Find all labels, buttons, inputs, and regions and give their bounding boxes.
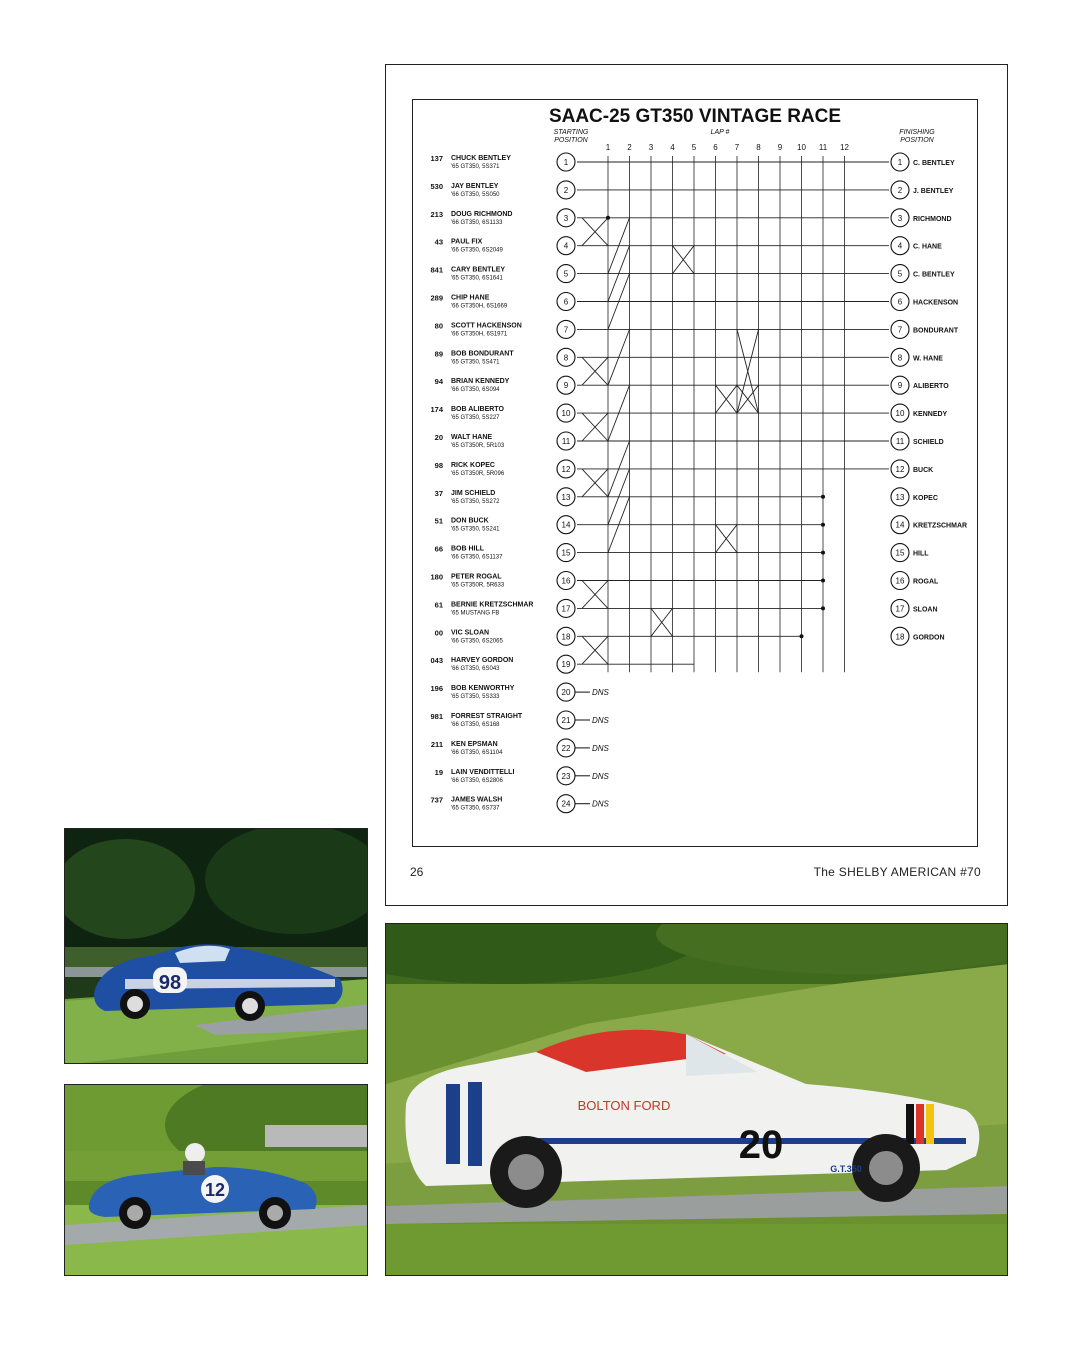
car-number: 94	[434, 377, 443, 387]
retired-marker	[821, 495, 825, 499]
starting-position-number: 1	[563, 158, 569, 167]
starting-position-number: 18	[561, 632, 571, 642]
driver-name: BOB BONDURANT	[451, 350, 514, 358]
starting-position	[557, 655, 575, 673]
car-number: 00	[434, 628, 443, 638]
starting-position	[557, 572, 575, 590]
car-number: 89	[434, 349, 443, 359]
driver-entry	[430, 684, 514, 700]
finisher-name: ALIBERTO	[913, 383, 949, 391]
finisher-name: GORDON	[913, 634, 945, 642]
starting-position	[557, 404, 575, 422]
starting-position	[557, 265, 575, 283]
finishing-position	[891, 516, 967, 534]
driver-name: WALT HANE	[451, 434, 493, 441]
starting-position	[557, 376, 575, 394]
starting-position	[557, 293, 575, 311]
starting-position-number: 16	[561, 576, 571, 586]
finishing-position	[891, 237, 942, 255]
starting-position-number: 20	[561, 688, 571, 698]
starting-position-number: 13	[561, 492, 571, 502]
driver-name: DON BUCK	[451, 517, 489, 525]
finisher-name: KOPEC	[913, 494, 938, 502]
finisher-name: J. BENTLEY	[913, 187, 954, 195]
car-number: 66	[434, 544, 443, 554]
finishing-position-number: 4	[897, 241, 903, 251]
driver-name: DOUG RICHMOND	[451, 210, 513, 218]
photo-gt350-mustang	[385, 923, 1008, 1276]
driver-car: '65 GT350, 6S737	[451, 805, 500, 812]
driver-entry	[435, 768, 515, 784]
finisher-name: C. BENTLEY	[913, 271, 955, 279]
car-number: 196	[430, 684, 443, 694]
driver-car: '66 GT350, 6S1133	[451, 219, 503, 226]
race-chart	[412, 99, 978, 847]
finishing-position	[891, 544, 929, 562]
driver-car: '65 GT350, 5S333	[451, 694, 500, 701]
finishing-position-number: 16	[895, 576, 905, 586]
driver-car: '65 GT350R, 5R633	[451, 582, 505, 589]
starting-position-number: 17	[561, 604, 571, 614]
finishing-position	[891, 293, 958, 311]
race-chart-frame	[385, 64, 1008, 906]
driver-car: '65 GT350, 5S471	[451, 359, 500, 366]
starting-position	[557, 181, 575, 199]
driver-name: KEN EPSMAN	[451, 740, 498, 748]
lap-number: 12	[840, 143, 849, 152]
starting-position	[557, 767, 575, 785]
starting-header-line2: POSITION	[554, 137, 588, 144]
photo-cobra-roadster	[64, 1084, 368, 1276]
finishing-position	[891, 432, 944, 450]
page-number: 26	[410, 865, 424, 879]
driver-car: '66 GT350, 6S1137	[451, 554, 503, 561]
driver-entry	[435, 517, 501, 533]
driver-name: JAY BENTLEY	[451, 182, 499, 190]
finishing-position	[891, 153, 955, 171]
car-number: 043	[430, 656, 443, 666]
finishing-position	[891, 376, 949, 394]
car-number: 981	[430, 712, 443, 721]
retired-marker	[821, 551, 825, 555]
driver-car: '66 GT350, 6S168	[451, 722, 500, 728]
mustang-badge: G.T.350	[830, 1164, 862, 1174]
driver-car: '65 GT350R, 5R103	[451, 443, 505, 449]
starting-position	[557, 739, 575, 757]
driver-name: RICK KOPEC	[451, 461, 495, 469]
car-number: 213	[430, 209, 443, 219]
driver-entry	[435, 321, 522, 337]
driver-name: PETER ROGAL	[451, 573, 502, 581]
coupe-number: 98	[158, 972, 182, 994]
driver-entry	[435, 545, 503, 561]
driver-entry	[435, 377, 510, 393]
retired-marker	[821, 579, 825, 583]
finishing-position-number: 15	[895, 548, 905, 558]
finishing-position-number: 3	[897, 213, 903, 223]
retired-marker	[800, 634, 804, 638]
finishing-position-number: 6	[897, 297, 903, 307]
starting-position-number: 23	[561, 771, 571, 781]
driver-entry	[435, 489, 501, 505]
car-number: 841	[430, 265, 443, 275]
starting-position	[557, 599, 575, 617]
car-number: 51	[434, 516, 443, 526]
starting-position-number: 2	[563, 185, 569, 195]
finisher-name: HILL	[913, 550, 929, 558]
driver-car: '66 GT350, 5S050	[451, 191, 500, 198]
driver-name: CARY BENTLEY	[451, 266, 506, 274]
car-number: 61	[434, 600, 443, 610]
driver-entry	[435, 349, 515, 365]
car-number: 98	[434, 460, 443, 470]
lap-number: 9	[777, 143, 783, 152]
driver-name: CHIP HANE	[451, 294, 490, 302]
starting-position	[557, 237, 575, 255]
driver-entry	[435, 433, 505, 449]
starting-position	[557, 516, 575, 534]
photo-daytona-coupe	[64, 828, 368, 1064]
finishing-position	[891, 627, 945, 645]
starting-position	[557, 153, 575, 171]
starting-position	[557, 460, 575, 478]
starting-position	[557, 348, 575, 366]
starting-position	[557, 209, 575, 227]
car-number: 211	[430, 739, 443, 749]
driver-entry	[430, 154, 511, 170]
starting-position-number: 6	[563, 297, 569, 307]
car-number: 289	[430, 293, 443, 303]
driver-name: JAMES WALSH	[451, 796, 503, 804]
finishing-position-number: 11	[895, 437, 905, 446]
starting-position-number: 24	[561, 799, 571, 809]
driver-car: '66 GT350, 6S2806	[451, 777, 503, 784]
driver-car: '66 GT350H, 6S1669	[451, 303, 508, 310]
starting-position-number: 15	[561, 548, 571, 558]
finisher-name: W. HANE	[913, 355, 943, 363]
finishing-position-number: 9	[897, 381, 903, 391]
finisher-name: KENNEDY	[913, 411, 948, 419]
driver-entry	[435, 238, 504, 254]
driver-entry	[430, 796, 502, 812]
driver-name: JIM SCHIELD	[451, 489, 496, 497]
driver-name: FORREST STRAIGHT	[451, 713, 523, 720]
starting-position-number: 14	[561, 520, 571, 530]
driver-car: '65 MUSTANG FB	[451, 610, 500, 617]
finishing-header-line2: POSITION	[900, 137, 934, 144]
starting-position-number: 22	[561, 743, 571, 753]
starting-position-number: 12	[561, 464, 571, 474]
driver-entry	[430, 573, 504, 589]
starting-position-number: 7	[563, 325, 569, 335]
finishing-position	[891, 320, 959, 338]
car-number: 137	[430, 154, 443, 163]
finishing-position	[891, 599, 938, 617]
finishing-position-number: 10	[895, 409, 905, 419]
starting-position	[557, 627, 575, 645]
driver-car: '65 GT350, 5S227	[451, 415, 500, 422]
finisher-name: C. BENTLEY	[913, 160, 955, 167]
driver-car: '65 GT350, 5S371	[451, 164, 500, 170]
finishing-position-number: 8	[897, 353, 903, 363]
driver-car: '65 GT350, 5S241	[451, 526, 500, 533]
car-number: 737	[430, 795, 443, 805]
starting-position-number: 10	[561, 409, 571, 419]
finishing-position	[891, 572, 939, 590]
driver-name: BOB ALIBERTO	[451, 406, 504, 414]
finisher-name: BUCK	[913, 466, 934, 474]
driver-entry	[430, 182, 500, 198]
finisher-name: HACKENSON	[913, 299, 959, 307]
finisher-name: KRETZSCHMAR	[913, 522, 968, 530]
car-number: 19	[434, 767, 443, 777]
lap-number: 2	[627, 143, 632, 152]
lap-number: 8	[756, 143, 761, 152]
finisher-name: BONDURANT	[913, 327, 959, 335]
driver-car: '65 GT350, 6S1641	[451, 275, 503, 282]
lap-number: 10	[797, 143, 806, 152]
lead-marker	[606, 216, 610, 220]
driver-car: '66 GT350, 6S1104	[451, 749, 503, 756]
finishing-position	[891, 181, 954, 199]
driver-name: BOB KENWORTHY	[451, 685, 515, 693]
driver-entry	[430, 656, 513, 672]
roadster-number: 12	[204, 1180, 226, 1200]
retired-marker	[821, 606, 825, 610]
driver-name: LAIN VENDITTELLI	[451, 768, 515, 776]
driver-name: BERNIE KRETZSCHMAR	[451, 601, 534, 609]
lap-number: 7	[734, 143, 740, 152]
driver-car: '66 GT350, 6S2065	[451, 638, 503, 645]
car-number: 20	[434, 433, 443, 442]
lap-number: 4	[670, 143, 675, 152]
starting-position	[557, 795, 575, 813]
driver-entry	[430, 266, 505, 282]
driver-car: '66 GT350H, 6S1971	[451, 331, 508, 338]
finishing-position-number: 14	[895, 520, 905, 530]
driver-car: '65 GT350, 5S272	[451, 498, 500, 505]
starting-position	[557, 320, 575, 338]
driver-name: SCOTT HACKENSON	[451, 322, 522, 330]
driver-name: VIC SLOAN	[451, 629, 490, 637]
finisher-name: SLOAN	[913, 606, 938, 614]
car-number: 180	[430, 572, 443, 582]
starting-position-number: 19	[561, 660, 571, 670]
chart-title: SAAC-25 GT350 VINTAGE RACE	[548, 106, 842, 127]
lap-chart-graphic	[413, 100, 977, 846]
starting-position	[557, 683, 575, 701]
driver-entry	[435, 461, 505, 477]
driver-entry	[435, 628, 504, 644]
lap-number: 3	[648, 143, 654, 152]
finishing-position	[891, 348, 943, 366]
starting-header-line1: STARTING	[553, 129, 589, 136]
starting-position-number: 9	[563, 381, 569, 391]
starting-position-number: 4	[563, 241, 569, 251]
driver-name: PAUL FIX	[451, 238, 483, 246]
driver-entry	[430, 712, 522, 728]
dns-label: DNS	[592, 771, 609, 781]
finishing-position	[891, 460, 933, 478]
finishing-position	[891, 265, 955, 283]
mustang-sponsor: BOLTON FORD	[577, 1098, 671, 1113]
finishing-position-number: 18	[895, 632, 905, 642]
starting-position-number: 11	[561, 437, 571, 446]
mustang-number: 20	[738, 1123, 784, 1167]
driver-name: HARVEY GORDON	[451, 657, 514, 665]
starting-position	[557, 544, 575, 562]
finishing-position	[891, 404, 948, 422]
car-number: 530	[430, 181, 443, 191]
dns-label: DNS	[592, 799, 609, 809]
driver-car: '66 GT350, 6S043	[451, 666, 500, 673]
finishing-position-number: 2	[897, 185, 903, 195]
starting-position-number: 8	[563, 353, 569, 363]
finishing-position-number: 7	[897, 325, 903, 335]
driver-name: BRIAN KENNEDY	[451, 378, 510, 386]
finishing-position	[891, 209, 952, 227]
lap-header: LAP #	[710, 129, 730, 136]
finishing-position	[891, 488, 938, 506]
driver-entry	[430, 405, 504, 421]
starting-position-number: 5	[563, 269, 569, 279]
finisher-name: RICHMOND	[913, 215, 952, 223]
starting-position-number: 21	[561, 716, 571, 725]
car-number: 174	[430, 405, 443, 415]
finishing-position-number: 5	[897, 269, 903, 279]
finisher-name: ROGAL	[913, 578, 939, 586]
driver-name: CHUCK BENTLEY	[451, 155, 511, 162]
lap-number: 1	[605, 143, 611, 152]
finishing-position-number: 17	[895, 604, 905, 614]
starting-position	[557, 488, 575, 506]
lap-number: 6	[713, 143, 718, 152]
finisher-name: SCHIELD	[913, 439, 944, 446]
starting-position	[557, 432, 575, 450]
finishing-position-number: 12	[895, 464, 905, 474]
driver-entry	[435, 600, 534, 616]
finishing-position-number: 1	[897, 158, 903, 167]
car-number: 37	[434, 488, 443, 498]
dns-label: DNS	[592, 688, 609, 698]
retired-marker	[821, 523, 825, 527]
lap-number: 5	[691, 143, 697, 152]
magazine-title: The SHELBY AMERICAN #70	[813, 865, 981, 879]
driver-car: '66 GT350, 6S2049	[451, 247, 503, 254]
driver-name: BOB HILL	[451, 545, 485, 553]
driver-entry	[430, 294, 507, 310]
car-number: 80	[434, 321, 443, 331]
lap-number: 11	[818, 143, 828, 152]
finishing-header-line1: FINISHING	[899, 129, 935, 136]
dns-label: DNS	[592, 743, 609, 753]
driver-car: '65 GT350R, 5R096	[451, 470, 505, 477]
driver-entry	[431, 740, 503, 756]
dns-label: DNS	[592, 716, 609, 725]
driver-car: '66 GT350, 6S094	[451, 387, 500, 394]
finishing-position-number: 13	[895, 492, 905, 502]
finisher-name: C. HANE	[913, 243, 942, 251]
driver-entry	[430, 210, 512, 226]
starting-position	[557, 711, 575, 729]
starting-position-number: 3	[563, 213, 569, 223]
car-number: 43	[434, 237, 443, 247]
